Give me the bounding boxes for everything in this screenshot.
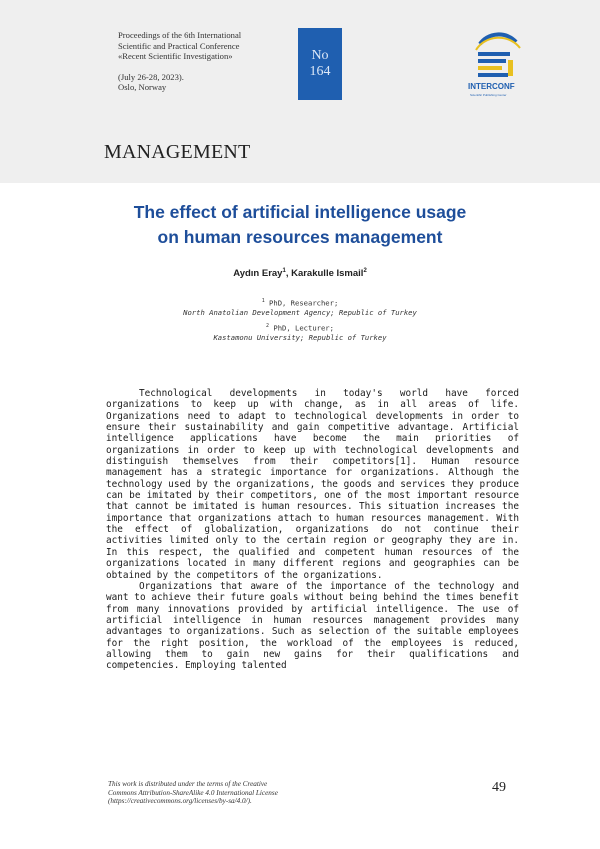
body-text	[106, 388, 519, 672]
paper-title	[60, 200, 540, 250]
paper-title-line: The effect of artificial intelligence usage	[133, 202, 467, 222]
logo-subtext: Scientific Publishing Center	[470, 93, 507, 97]
paper-title-line: on human resources management	[157, 227, 443, 247]
proceedings-info	[118, 30, 288, 93]
author-name: Aydın Eray	[233, 268, 283, 280]
issue-number: 164	[309, 64, 331, 79]
proceedings-line: Proceedings of the 6th International	[118, 30, 242, 40]
conference-dates: (July 26-28, 2023).	[118, 71, 184, 82]
issue-number-box	[298, 28, 342, 100]
page-number: 49	[492, 780, 506, 795]
issue-label: No	[311, 48, 329, 63]
author-name: Karakulle Ismail	[291, 268, 364, 280]
license-line: Commons Attribution-ShareAlike 4.0 International License	[108, 788, 278, 797]
affiliation-mark: 1	[261, 298, 265, 304]
affiliation-role: PhD, Researcher;	[269, 298, 339, 308]
license-line: This work is distributed under the terms of the Creative	[108, 780, 268, 788]
logo-bar	[478, 66, 502, 70]
conference-location: Oslo, Norway	[118, 82, 167, 93]
affiliation-1	[60, 297, 540, 317]
section-title: MANAGEMENT	[104, 141, 251, 163]
logo-bar	[478, 52, 510, 56]
interconf-logo	[466, 30, 522, 98]
logo-bar	[508, 60, 513, 76]
affiliation-mark: 2	[266, 323, 270, 329]
author-mark: 1	[282, 268, 286, 274]
affiliation-org: Kastamonu University; Republic of Turkey	[213, 332, 387, 342]
logo-bar	[478, 73, 508, 77]
author-separator: ,	[285, 268, 292, 280]
author-mark: 2	[363, 268, 367, 274]
author-line	[60, 268, 540, 279]
affiliation-org: North Anatolian Development Agency; Republic of Turkey	[183, 307, 417, 317]
affiliation-2	[60, 322, 540, 342]
body-paragraph: Technological developments in today's world have forced organizations to keep up with change, as in all areas of life. Organizations need to adapt to technological developments in order to ensure their sustainability and gain competitive advantage. Artificial intelligence applications have become the main priorities of organizations in order to keep up with technological developments and distinguish themselves from their competitors[1]. Human resource management has a strategic importance for organizations. Although the technology used by the organizations, the goods and services they produce can be imitated by their competitors, one of the most important resource that cannot be imitated is human resources. This situation increases the importance that organizations attach to human resources management. With the effect of globalization, organizations do not continue their activities limited only to the certain region or geography they are in. In this respect, the qualified and competent human resources of the organizations located in many different regions and geographies can be obtained by the competitors of the organizations.	[106, 388, 519, 581]
affiliation-role: PhD, Lecturer;	[273, 323, 334, 333]
logo-bar	[478, 59, 506, 63]
body-paragraph: Organizations that aware of the importance of the technology and want to achieve their future goals without being behind the times benefit from many innovations provided by artificial intelligence. The use of artificial intelligence in human resources management provides many advantages to organizations. Such as selection of the suitable employees for the right position, the workload of the employees is reduced, allowing them to gain new gains for their qualifications and competencies. Employing talented	[106, 580, 519, 672]
proceedings-line: Scientific and Practical Conference	[118, 40, 240, 51]
proceedings-line: «Recent Scientific Investigation»	[118, 51, 233, 62]
license-line: (https://creativecommons.org/licenses/by-sa/4.0/).	[108, 797, 252, 806]
license-notice	[108, 780, 338, 806]
logo-wordmark: INTERCONF	[468, 82, 515, 91]
